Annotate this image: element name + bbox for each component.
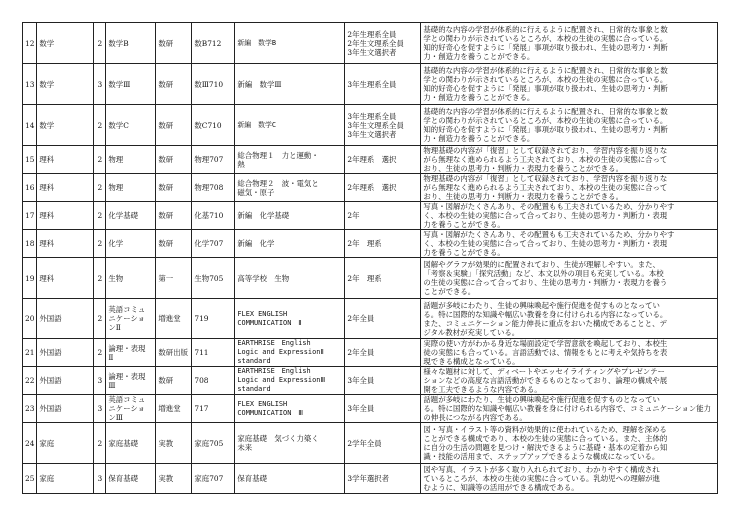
table-body: [23, 23, 718, 494]
subject-cell: 英語コミュ ニケーショ ンⅡ: [106, 299, 156, 339]
row-number: 19: [23, 258, 37, 299]
target-students-cell: 2学年全員: [345, 423, 421, 464]
textbook-title-cell: 総合物理１ 力と運動・ 熱: [235, 146, 345, 174]
publisher-number-cell: 数B712: [192, 23, 235, 64]
credits-cell: 2: [94, 299, 106, 339]
row-number: 12: [23, 23, 37, 64]
textbook-title-cell: EARTHRISE English Logic and ExpressionⅢ standard: [235, 367, 345, 395]
publisher-number-cell: 717: [192, 395, 235, 423]
publisher-number-cell: 719: [192, 299, 235, 339]
field-cell: 理科: [37, 258, 94, 299]
textbook-title-cell: 総合物理２ 波・電気と 磁気・原子: [235, 174, 345, 202]
field-cell: 外国語: [37, 367, 94, 395]
subject-cell: 英語コミュ ニケーショ ンⅢ: [106, 395, 156, 423]
credits-cell: 3: [94, 367, 106, 395]
textbook-title-cell: FLEX ENGLISH COMMUNICATION Ⅲ: [235, 395, 345, 423]
field-cell: 外国語: [37, 395, 94, 423]
table-row: [23, 464, 718, 494]
selection-reason-cell: 図解やグラフが効果的に配置されており、生徒が理解しやすい。また、 「考察＆実験」「探究活動」など、本文以外の項目も充実している。本校 の生徒の実態に合って合っており、生徒の思考力・判断力・表現力を養う ことができる。: [421, 258, 718, 299]
field-cell: 外国語: [37, 339, 94, 367]
row-number: 23: [23, 395, 37, 423]
credits-cell: 2: [94, 23, 106, 64]
target-students-cell: 3年生理系全員: [345, 64, 421, 105]
credits-cell: 2: [94, 423, 106, 464]
field-cell: 理科: [37, 202, 94, 230]
publisher-number-cell: 家庭707: [192, 464, 235, 494]
credits-cell: 2: [94, 105, 106, 146]
table-row: [23, 258, 718, 299]
subject-cell: 物理: [106, 146, 156, 174]
target-students-cell: 3学年選択者: [345, 464, 421, 494]
textbook-title-cell: 新編 化学: [235, 230, 345, 258]
textbook-title-cell: 高等学校 生物: [235, 258, 345, 299]
publisher-number-cell: 数Ⅲ710: [192, 64, 235, 105]
selection-reason-cell: 様々な題材に対して、ディベートやエッセイライティングやプレゼンテー ションなどの高度な言語活動ができるものとなっており、論理の構成や展 開を工夫できるような内容である。: [421, 367, 718, 395]
table-row: [23, 64, 718, 105]
target-students-cell: 2年 理系: [345, 230, 421, 258]
table-row: [23, 174, 718, 202]
selection-reason-cell: 物理基礎の内容が「復習」として収録されており、学習内容を振り返りな がら無理なく進められるよう工夫されており、本校の生徒の実態に合って おり、生徒の思考力・判断力・表現力を養うことができる。: [421, 174, 718, 202]
field-cell: 理科: [37, 174, 94, 202]
textbook-title-cell: 家庭基礎 気づく力築く 未来: [235, 423, 345, 464]
publisher-number-cell: 物理707: [192, 146, 235, 174]
textbook-title-cell: 新編 化学基礎: [235, 202, 345, 230]
credits-cell: 3: [94, 395, 106, 423]
table-row: [23, 367, 718, 395]
table-row: [23, 105, 718, 146]
subject-cell: 物理: [106, 174, 156, 202]
selection-reason-cell: 実際の使い方がわかる身近な場面設定で学習意欲を喚起しており、本校生 徒の実態にも合っている。言語活動では、情報をもとに考えや気持ちを表 現できる構成となっている。: [421, 339, 718, 367]
selection-reason-cell: 図や写真、イラストが多く取り入れられており、わかりやすく構成され ているところが、本校の生徒の実態に合っている。乳幼児への理解が進 むように、知識等の活用ができる構成である。: [421, 464, 718, 494]
table-row: [23, 339, 718, 367]
target-students-cell: 2年 理系: [345, 258, 421, 299]
row-number: 21: [23, 339, 37, 367]
field-cell: 数学: [37, 64, 94, 105]
publisher-cell: 数研: [156, 202, 192, 230]
target-students-cell: 2年理系 選択: [345, 174, 421, 202]
credits-cell: 2: [94, 202, 106, 230]
row-number: 13: [23, 64, 37, 105]
subject-cell: 論理・表現 Ⅲ: [106, 367, 156, 395]
table-row: [23, 423, 718, 464]
selection-reason-cell: 基礎的な内容の学習が体系的に行えるように配置され、日常的な事象と数 学との関わりが示されているところが、本校の生徒の実態に合っている。 知的好奇心を促すように「発展」事項が取り扱われ、生徒の思考力・判断 力・創造力を養うことができる。: [421, 23, 718, 64]
field-cell: 家庭: [37, 423, 94, 464]
row-number: 18: [23, 230, 37, 258]
publisher-cell: 増進堂: [156, 299, 192, 339]
publisher-cell: 数研: [156, 105, 192, 146]
publisher-cell: 数研: [156, 146, 192, 174]
selection-reason-cell: 基礎的な内容の学習が体系的に行えるように配置され、日常的な事象と数 学との関わりが示されているところが、本校の生徒の実態に合っている。 知的好奇心を促すように「発展」事項が取り扱われ、生徒の思考力・判断 力・創造力を養うことができる。: [421, 105, 718, 146]
table-row: [23, 23, 718, 64]
publisher-cell: 第一: [156, 258, 192, 299]
publisher-cell: 実教: [156, 464, 192, 494]
row-number: 24: [23, 423, 37, 464]
textbook-table: [22, 22, 718, 494]
selection-reason-cell: 図・写真・イラスト等の資料が効果的に使われているため、理解を深める ことができる構成であり、本校の生徒の実態に合っている。また、主体的 に自分の生活の問題を見つけ・解決できるように基礎・基本の定着から知 識・技能の活用まで、ステップアップできるような構成になっている。: [421, 423, 718, 464]
target-students-cell: 2年生理系全員 2年生文理系全員 3年生文選択者: [345, 23, 421, 64]
target-students-cell: 3年全員: [345, 367, 421, 395]
target-students-cell: 3年生理系全員 3年生文理系全員 3年生文選択者: [345, 105, 421, 146]
publisher-number-cell: 家庭705: [192, 423, 235, 464]
credits-cell: 2: [94, 230, 106, 258]
publisher-cell: 数研: [156, 367, 192, 395]
selection-reason-cell: 話題が多岐にわたり、生徒の興味喚起や施行促進を促すものとなってい る。特に国際的な知識や幅広い教養を身に付けられる内容で、コミュニケーション能力 の伸長につながる内容である。: [421, 395, 718, 423]
row-number: 15: [23, 146, 37, 174]
credits-cell: 3: [94, 464, 106, 494]
subject-cell: 生物: [106, 258, 156, 299]
textbook-title-cell: FLEX ENGLISH COMMUNICATION Ⅱ: [235, 299, 345, 339]
selection-reason-cell: 物理基礎の内容が「復習」として収録されており、学習内容を振り返りな がら無理なく進められるよう工夫されており、本校の生徒の実態に合って おり、生徒の思考力・判断力・表現力を養うことができる。: [421, 146, 718, 174]
textbook-title-cell: 新編 数学Ⅲ: [235, 64, 345, 105]
field-cell: 数学: [37, 23, 94, 64]
credits-cell: 2: [94, 146, 106, 174]
publisher-number-cell: 化基710: [192, 202, 235, 230]
publisher-cell: 実教: [156, 423, 192, 464]
table-row: [23, 146, 718, 174]
subject-cell: 家庭基礎: [106, 423, 156, 464]
row-number: 16: [23, 174, 37, 202]
row-number: 25: [23, 464, 37, 494]
credits-cell: 2: [94, 174, 106, 202]
target-students-cell: 2年: [345, 202, 421, 230]
subject-cell: 化学: [106, 230, 156, 258]
publisher-number-cell: 708: [192, 367, 235, 395]
target-students-cell: 3年全員: [345, 395, 421, 423]
field-cell: 理科: [37, 230, 94, 258]
publisher-number-cell: 数C710: [192, 105, 235, 146]
publisher-cell: 数研: [156, 64, 192, 105]
publisher-cell: 数研: [156, 174, 192, 202]
textbook-title-cell: 新編 数学C: [235, 105, 345, 146]
publisher-number-cell: 化学707: [192, 230, 235, 258]
table-row: [23, 299, 718, 339]
row-number: 22: [23, 367, 37, 395]
field-cell: 数学: [37, 105, 94, 146]
subject-cell: 数学B: [106, 23, 156, 64]
publisher-number-cell: 711: [192, 339, 235, 367]
publisher-number-cell: 物理708: [192, 174, 235, 202]
field-cell: 理科: [37, 146, 94, 174]
publisher-cell: 数研: [156, 230, 192, 258]
field-cell: 家庭: [37, 464, 94, 494]
textbook-title-cell: 新編 数学B: [235, 23, 345, 64]
textbook-title-cell: EARTHRISE English Logic and ExpressionⅡ standard: [235, 339, 345, 367]
field-cell: 外国語: [37, 299, 94, 339]
table-row: [23, 395, 718, 423]
selection-reason-cell: 写真・図解がたくさんあり、その配置もも工夫されているため、分かりやす く、本校の生徒の実態に合って合っており、生徒の思考力・判断力・表現 力を養うことができる。: [421, 230, 718, 258]
credits-cell: 2: [94, 339, 106, 367]
credits-cell: 3: [94, 64, 106, 105]
selection-reason-cell: 基礎的な内容の学習が体系的に行えるように配置され、日常的な事象と数 学との関わりが示されているところが、本校の生徒の実態に合っている。 知的好奇心を促すように「発展」事項が取り扱われ、生徒の思考力・判断 力・創造力を養うことができる。: [421, 64, 718, 105]
subject-cell: 数学C: [106, 105, 156, 146]
selection-reason-cell: 話題が多岐にわたり、生徒の興味喚起や施行促進を促すものとなってい る。特に国際的な知識や幅広い教養を身に付けられる内容になっている。 また、コミュニケーション能力伸長に重点をおいた構成であることと、デ ジタル教材が充実している。: [421, 299, 718, 339]
subject-cell: 化学基礎: [106, 202, 156, 230]
publisher-cell: 数研: [156, 23, 192, 64]
textbook-title-cell: 保育基礎: [235, 464, 345, 494]
target-students-cell: 2年理系 選択: [345, 146, 421, 174]
publisher-cell: 増進堂: [156, 395, 192, 423]
row-number: 14: [23, 105, 37, 146]
target-students-cell: 2年全員: [345, 299, 421, 339]
subject-cell: 保育基礎: [106, 464, 156, 494]
credits-cell: 2: [94, 258, 106, 299]
target-students-cell: 2年全員: [345, 339, 421, 367]
table-row: [23, 230, 718, 258]
publisher-cell: 数研出版: [156, 339, 192, 367]
row-number: 20: [23, 299, 37, 339]
subject-cell: 論理・表現 Ⅱ: [106, 339, 156, 367]
table-row: [23, 202, 718, 230]
subject-cell: 数学Ⅲ: [106, 64, 156, 105]
publisher-number-cell: 生物705: [192, 258, 235, 299]
selection-reason-cell: 写真・図解がたくさんあり、その配置もも工夫されているため、分かりやす く、本校の生徒の実態に合って合っており、生徒の思考力・判断力・表現 力を養うことができる。: [421, 202, 718, 230]
row-number: 17: [23, 202, 37, 230]
